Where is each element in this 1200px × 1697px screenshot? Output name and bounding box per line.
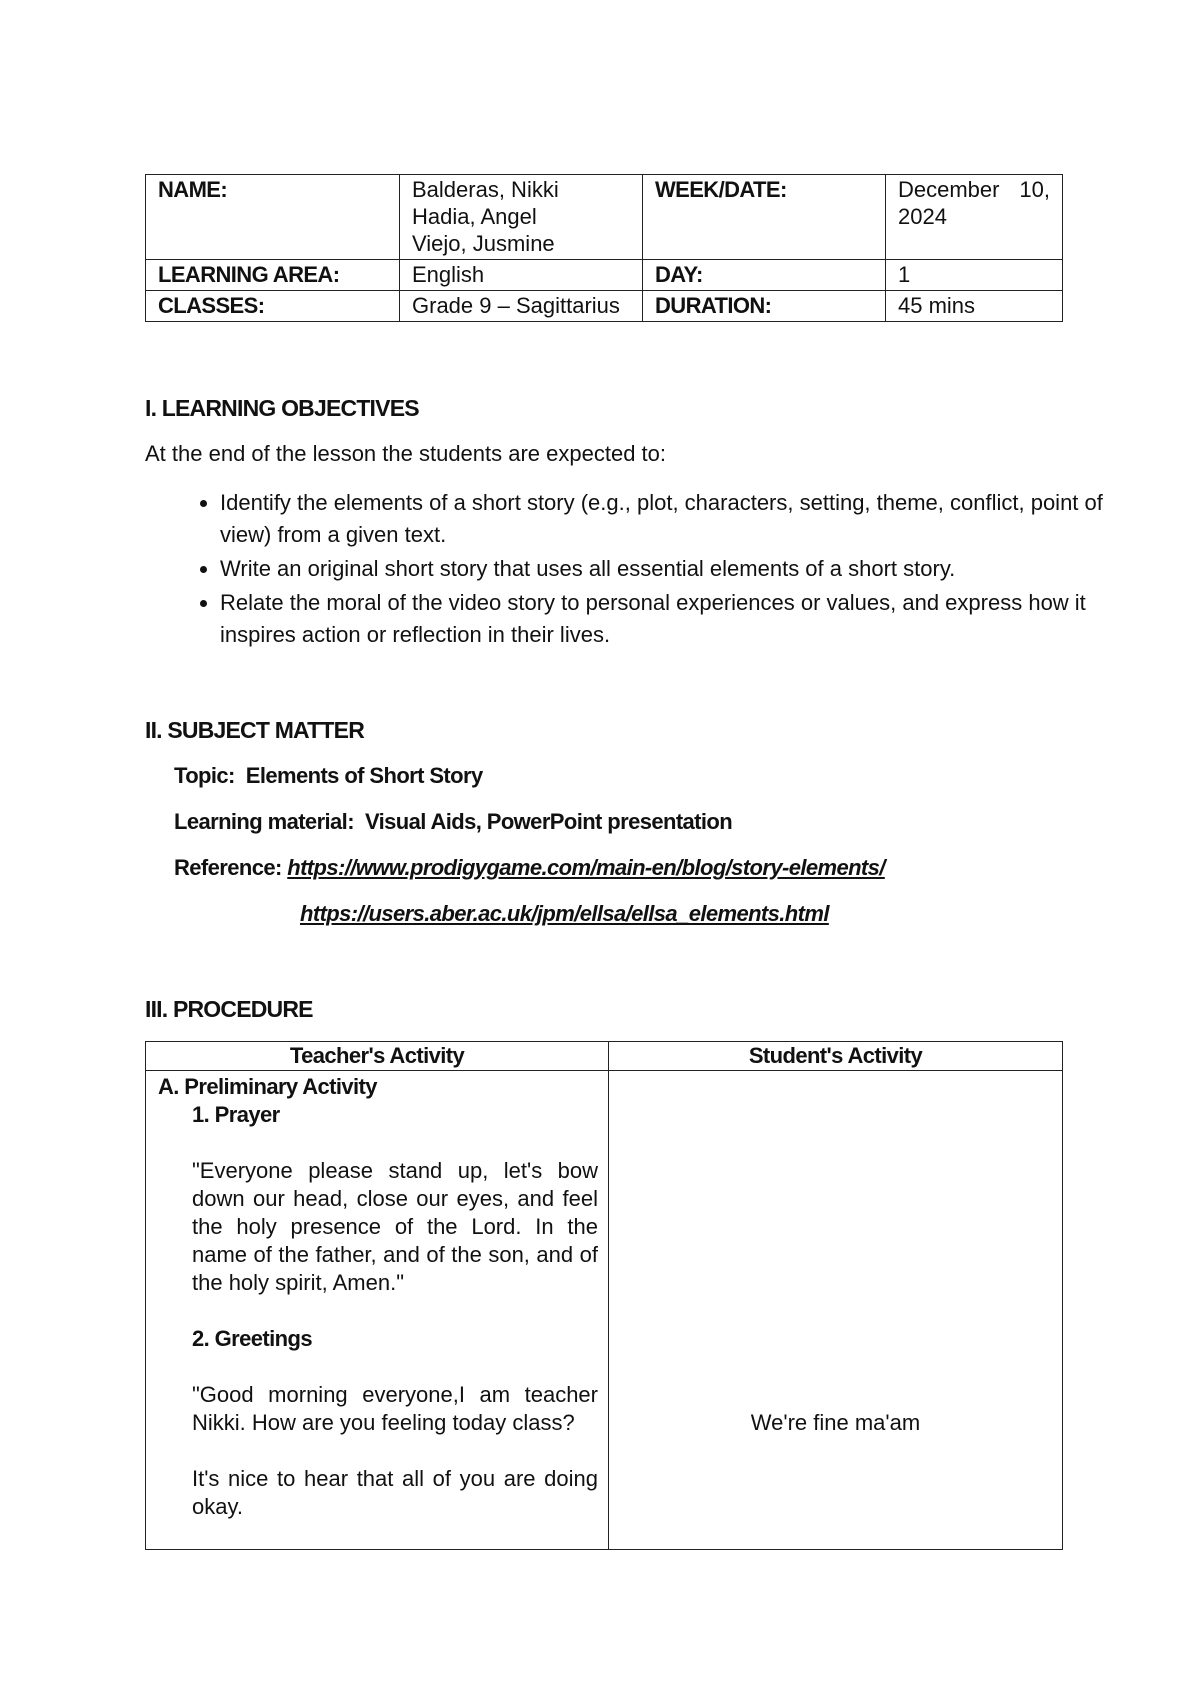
reference-line-2 [300, 901, 829, 927]
followup-text: It's nice to hear that all of you are doing okay. [192, 1466, 598, 1519]
duration-label: DURATION: [643, 291, 886, 322]
name-3: Viejo, Jusmine [412, 231, 555, 256]
procedure-header-row [146, 1042, 1063, 1071]
day-value: 1 [886, 260, 1063, 291]
names-cell [400, 175, 643, 260]
material-line [174, 809, 732, 835]
objective-item-1: • Identify the elements of a short story (e.g., plot, characters, setting, theme, conflict, point of view) from a given text. [220, 487, 1120, 551]
info-table [145, 174, 1063, 322]
teacher-activity-body [158, 1101, 598, 1521]
prayer-title: 1. Prayer [192, 1102, 280, 1127]
student-activity-cell [609, 1071, 1063, 1550]
reference-line [174, 855, 885, 881]
objective-item-3: • Relate the moral of the video story to personal experiences or values, and express how it inspires action or reflection in their lives. [220, 587, 1120, 651]
classes-value: Grade 9 – Sagittarius [400, 291, 643, 322]
reference-link-2[interactable]: https://users.aber.ac.uk/jpm/ellsa/ellsa_elements.html [300, 901, 829, 926]
student-response: We're fine ma'am [750, 1410, 921, 1435]
procedure-table [145, 1041, 1063, 1550]
teacher-column-header: Teacher's Activity [146, 1042, 609, 1071]
material-value: Visual Aids, PowerPoint presentation [364, 809, 733, 834]
area-value: English [400, 260, 643, 291]
prayer-text: "Everyone please stand up, let's bow down our head, close our eyes, and feel the holy presence of the Lord. In the name of the father, and of the son, and of the holy spirit, Amen." [192, 1158, 598, 1295]
reference-link-1[interactable]: https://www.prodigygame.com/main-en/blog/story-elements/ [287, 855, 885, 880]
classes-label: CLASSES: [146, 291, 400, 322]
name-label: NAME: [146, 175, 400, 260]
duration-value: 45 mins [886, 291, 1063, 322]
greetings-text: "Good morning everyone,I am teacher Nikki. How are you feeling today class? [192, 1382, 598, 1435]
objective-item-2: • Write an original short story that uses all essential elements of a short story. [220, 553, 1120, 585]
topic-label: Topic: [174, 763, 235, 788]
procedure-row [146, 1071, 1063, 1550]
info-row-area [146, 260, 1063, 291]
material-label: Learning material: [174, 809, 354, 834]
student-column-header: Student's Activity [609, 1042, 1063, 1071]
info-row-name [146, 175, 1063, 260]
procedure-heading: III. PROCEDURE [145, 996, 313, 1022]
day-label: DAY: [643, 260, 886, 291]
name-2: Hadia, Angel [412, 204, 537, 229]
section-a-title: A. Preliminary Activity [158, 1074, 377, 1099]
area-label: LEARNING AREA: [146, 260, 400, 291]
info-row-classes [146, 291, 1063, 322]
reference-label: Reference: [174, 855, 282, 880]
topic-line [174, 763, 483, 789]
topic-value: Elements of Short Story [245, 763, 483, 788]
subject-heading: II. SUBJECT MATTER [145, 717, 365, 743]
objectives-intro: At the end of the lesson the students are expected to: [145, 441, 667, 466]
objectives-list [145, 487, 1120, 653]
week-label: WEEK/DATE: [643, 175, 886, 260]
teacher-activity-cell [146, 1071, 609, 1550]
name-1: Balderas, Nikki [412, 177, 559, 202]
date-value: December 10, 2024 [886, 175, 1063, 260]
objectives-heading: I. LEARNING OBJECTIVES [145, 395, 419, 421]
greetings-title: 2. Greetings [192, 1326, 312, 1351]
